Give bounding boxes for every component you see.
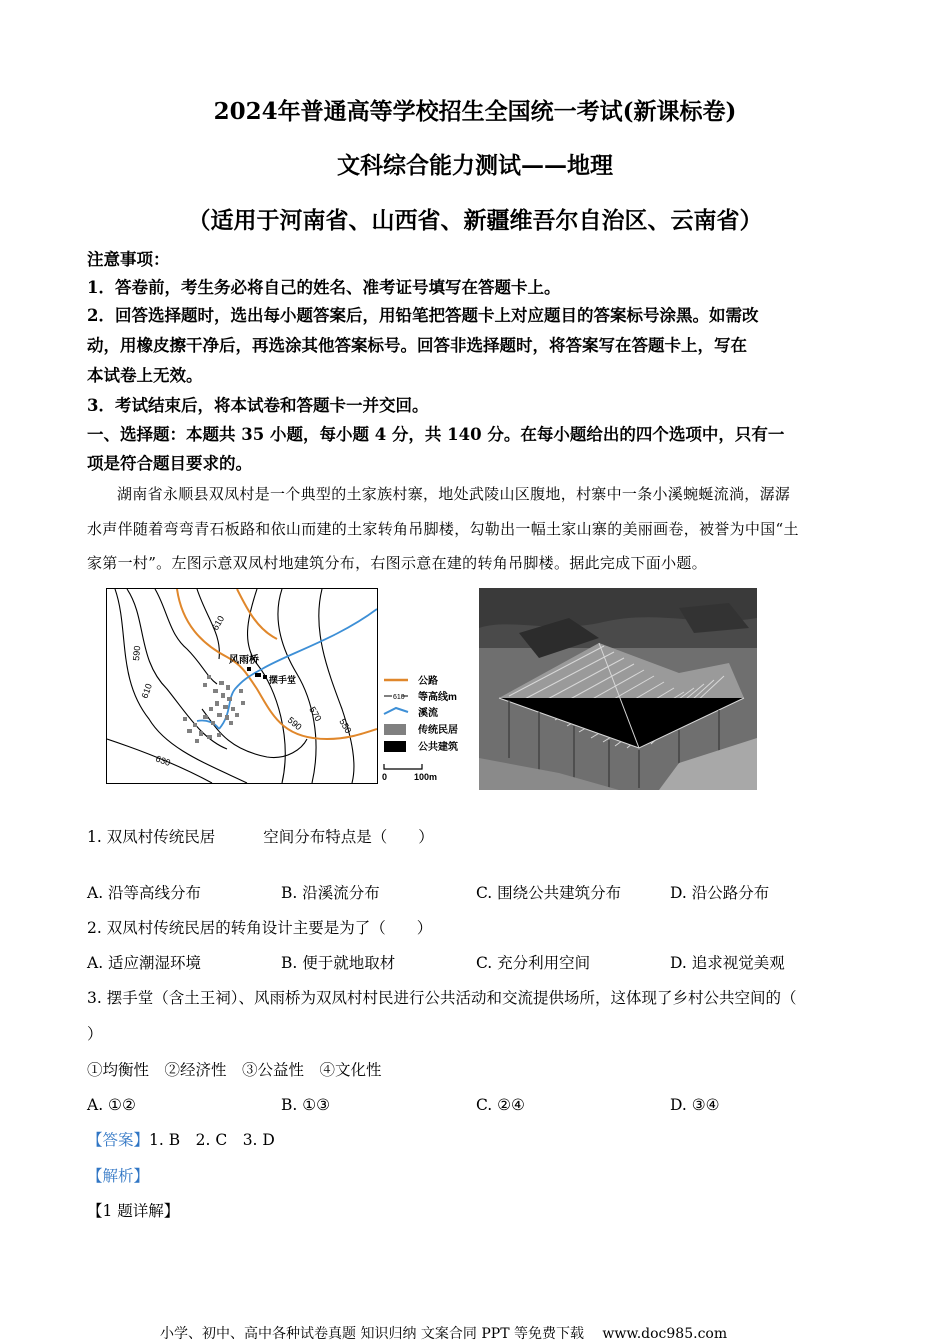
- notes-item-2-line-2: 动，用橡皮擦干净后，再选涂其他答案标号。回答非选择题时，将答案写在答题卡上，写在: [87, 336, 747, 355]
- passage-line-3: 家第一村”。左图示意双凤村地建筑分布，右图示意在建的转角吊脚楼。据此完成下面小题。: [87, 554, 707, 572]
- question-1-option-d: D. 沿公路分布: [670, 884, 770, 902]
- wind-rain-bridge-label: 风雨桥: [229, 655, 259, 666]
- contour-label: 610: [139, 682, 155, 700]
- page-footer: 小学、初中、高中各种试卷真题 知识归纳 文案合同 PPT 等免费下载 www.doc985.com: [160, 1326, 728, 1342]
- question-2-stem: 2. 双凤村传统民居的转角设计主要是为了（ ）: [87, 919, 433, 937]
- legend-contour: 等高线m: [418, 692, 457, 703]
- question-2-option-b: B. 便于就地取材: [281, 954, 396, 972]
- subject-title: 文科综合能力测试——地理: [337, 152, 613, 179]
- question-1-option-c: C. 围绕公共建筑分布: [476, 884, 622, 902]
- detail-label: 【1 题详解】: [87, 1202, 180, 1220]
- legend-road: 公路: [418, 676, 438, 687]
- analysis-label: 【解析】: [87, 1167, 150, 1185]
- exam-title: 2024年普通高等学校招生全国统一考试(新课标卷): [213, 98, 737, 125]
- legend-stream: 溪流: [418, 708, 438, 719]
- village-map: [106, 588, 378, 784]
- passage-line-1: 湖南省永顺县双凤村是一个典型的土家族村寨，地处武陵山区腹地，村寨中一条小溪蜿蜒流淌，潺潺: [117, 485, 791, 503]
- question-3-option-b: B. ①③: [281, 1096, 331, 1114]
- legend-public-buildings: 公共建筑: [418, 742, 458, 753]
- notes-item-3: 3．考试结束后，将本试卷和答题卡一并交回。: [87, 396, 429, 415]
- answer-text: 1. B 2. C 3. D: [149, 1131, 275, 1149]
- question-1-option-a: A. 沿等高线分布: [87, 884, 202, 902]
- region-subtitle: （适用于河南省、山西省、新疆维吾尔自治区、云南省）: [187, 207, 763, 234]
- scale-end: 100m: [414, 772, 438, 782]
- question-1-stem: [87, 825, 434, 849]
- map-drawing: [107, 589, 377, 783]
- notes-heading: 注意事项：: [87, 250, 170, 269]
- question-3-stem-continued: ）: [87, 1025, 103, 1043]
- question-2-option-a: A. 适应潮湿环境: [87, 954, 202, 972]
- passage-line-2: 水声伴随着弯弯青石板路和依山而建的土家转角吊脚楼，勾勒出一幅土家山寨的美丽画卷，被誉为中国“土: [87, 520, 799, 538]
- question-1-stem-part-a: 1. 双凤村传统民居: [87, 828, 216, 846]
- hand-dance-hall-label: 摆手堂: [269, 675, 297, 685]
- question-1-option-b: B. 沿溪流分布: [281, 884, 380, 902]
- question-3-option-a: A. ①②: [87, 1096, 136, 1114]
- question-1-stem-part-b: 空间分布特点是（ ）: [263, 828, 434, 846]
- question-3-option-d: D. ③④: [670, 1096, 720, 1114]
- contour-label: 590: [285, 714, 304, 733]
- contour-label: 570: [307, 705, 324, 724]
- section-heading-line-1: 一、选择题：本题共 35 小题，每小题 4 分，共 140 分。在每小题给出的四个选项中，只有一: [87, 425, 785, 444]
- scale-start: 0: [382, 772, 388, 782]
- section-heading-line-2: 项是符合题目要求的。: [87, 454, 252, 473]
- question-3-stem: 3. 摆手堂（含土王祠）、风雨桥为双凤村村民进行公共活动和交流提供场所，这体现了乡村公共空间的（: [87, 989, 797, 1007]
- question-2-option-c: C. 充分利用空间: [476, 954, 591, 972]
- notes-item-2-line-3: 本试卷上无效。: [87, 366, 203, 385]
- contour-label: 550: [337, 717, 354, 736]
- answer-label: 【答案】: [87, 1131, 150, 1149]
- contour-label: 590: [131, 645, 143, 662]
- question-3-option-c: C. ②④: [476, 1096, 525, 1114]
- contour-label: 630: [154, 753, 172, 769]
- legend-contour-value: 610: [393, 694, 405, 701]
- contour-label: 610: [210, 613, 227, 632]
- answer-line: [87, 1128, 275, 1152]
- notes-item-2-line-1: 2．回答选择题时，选出每小题答案后，用铅笔把答题卡上对应题目的答案标号涂黑。如需改: [87, 306, 759, 325]
- stilted-building-photo: [479, 588, 757, 790]
- question-2-option-d: D. 追求视觉美观: [670, 954, 785, 972]
- question-3-items: ①均衡性 ②经济性 ③公益性 ④文化性: [87, 1061, 382, 1079]
- map-legend: [382, 672, 472, 792]
- notes-item-1: 1．答卷前，考生务必将自己的姓名、准考证号填写在答题卡上。: [87, 278, 561, 297]
- legend-traditional-houses: 传统民居: [418, 725, 458, 736]
